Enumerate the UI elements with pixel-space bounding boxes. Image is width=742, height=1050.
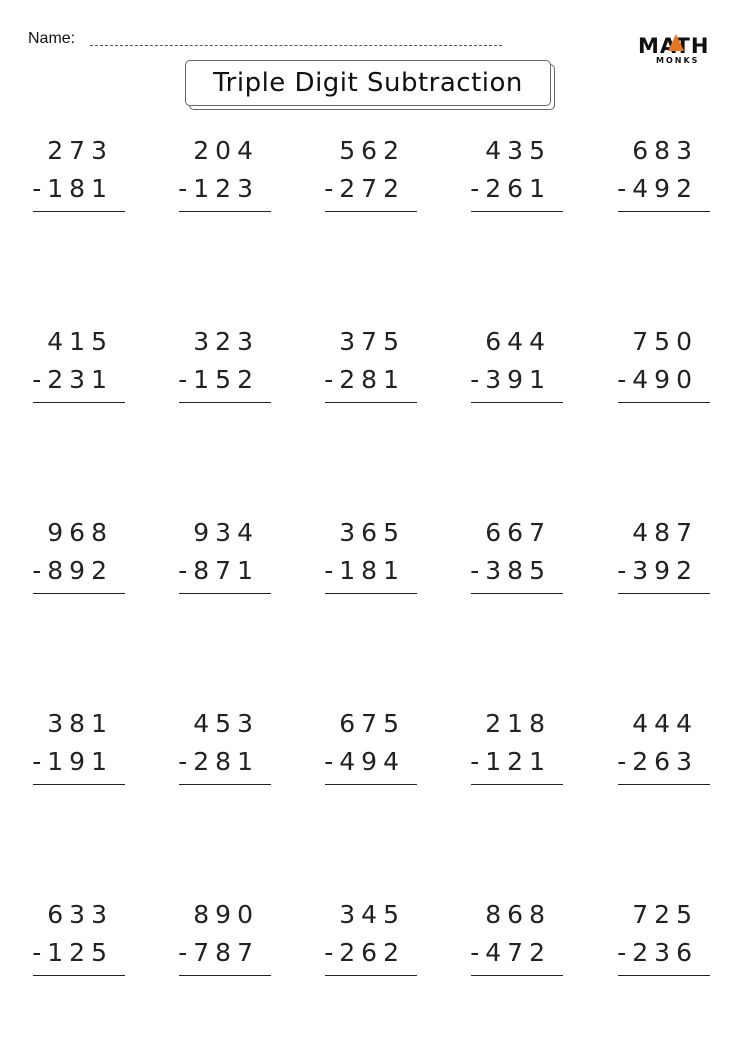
- subtrahend: 231: [47, 365, 113, 394]
- subtrahend-row: [617, 747, 698, 776]
- answer-line[interactable]: [618, 402, 710, 403]
- subtrahend-row: [470, 174, 551, 203]
- subtrahend: 871: [193, 556, 259, 585]
- problem-1-5: [618, 130, 710, 220]
- answer-line[interactable]: [325, 784, 417, 785]
- subtrahend: 472: [485, 938, 551, 967]
- answer-line[interactable]: [325, 975, 417, 976]
- minus-sign: -: [470, 747, 486, 776]
- subtrahend-row: [470, 938, 551, 967]
- problem-5-2: [179, 894, 271, 984]
- problem-3-4: [471, 512, 563, 602]
- subtrahend: 281: [339, 365, 405, 394]
- minuend: 725: [632, 900, 698, 929]
- answer-line[interactable]: [33, 402, 125, 403]
- minuend: 675: [339, 709, 405, 738]
- minus-sign: -: [324, 174, 340, 203]
- answer-line[interactable]: [179, 593, 271, 594]
- problem-3-2: [179, 512, 271, 602]
- minuend: 667: [485, 518, 551, 547]
- subtrahend-row: [470, 365, 551, 394]
- minus-sign: -: [32, 747, 48, 776]
- minus-sign: -: [32, 174, 48, 203]
- minus-sign: -: [32, 938, 48, 967]
- minus-sign: -: [617, 747, 633, 776]
- answer-line[interactable]: [618, 784, 710, 785]
- minuend: 868: [485, 900, 551, 929]
- subtrahend: 494: [339, 747, 405, 776]
- minuend: 375: [339, 327, 405, 356]
- problem-4-5: [618, 703, 710, 793]
- minus-sign: -: [617, 174, 633, 203]
- minuend: 968: [47, 518, 113, 547]
- subtrahend: 152: [193, 365, 259, 394]
- answer-line[interactable]: [33, 784, 125, 785]
- minuend: 633: [47, 900, 113, 929]
- subtrahend: 191: [47, 747, 113, 776]
- answer-line[interactable]: [179, 784, 271, 785]
- answer-line[interactable]: [471, 593, 563, 594]
- minus-sign: -: [178, 365, 194, 394]
- problem-1-2: [179, 130, 271, 220]
- subtrahend: 121: [485, 747, 551, 776]
- minus-sign: -: [178, 174, 194, 203]
- subtrahend-row: [178, 747, 259, 776]
- problem-1-3: [325, 130, 417, 220]
- subtrahend-row: [324, 938, 405, 967]
- minus-sign: -: [470, 174, 486, 203]
- answer-line[interactable]: [618, 593, 710, 594]
- subtrahend-row: [617, 174, 698, 203]
- subtrahend: 262: [339, 938, 405, 967]
- subtrahend: 787: [193, 938, 259, 967]
- subtrahend: 385: [485, 556, 551, 585]
- subtrahend-row: [178, 938, 259, 967]
- subtrahend-row: [324, 747, 405, 776]
- answer-line[interactable]: [179, 211, 271, 212]
- minus-sign: -: [470, 938, 486, 967]
- name-row: [28, 30, 508, 54]
- title-box-front: [185, 60, 551, 106]
- page-title: Triple Digit Subtraction: [213, 68, 523, 98]
- subtrahend-row: [178, 556, 259, 585]
- subtrahend: 281: [193, 747, 259, 776]
- logo-main-text: MATH: [638, 34, 710, 58]
- answer-line[interactable]: [33, 975, 125, 976]
- problem-3-1: [33, 512, 125, 602]
- answer-line[interactable]: [471, 211, 563, 212]
- problem-5-5: [618, 894, 710, 984]
- problem-3-5: [618, 512, 710, 602]
- minus-sign: -: [32, 556, 48, 585]
- minus-sign: -: [324, 556, 340, 585]
- problem-4-2: [179, 703, 271, 793]
- subtrahend: 892: [47, 556, 113, 585]
- problem-2-4: [471, 321, 563, 411]
- subtrahend: 125: [47, 938, 113, 967]
- minuend: 218: [485, 709, 551, 738]
- minus-sign: -: [324, 365, 340, 394]
- subtrahend-row: [470, 556, 551, 585]
- problem-4-1: [33, 703, 125, 793]
- title-box: [185, 60, 557, 110]
- answer-line[interactable]: [471, 975, 563, 976]
- minuend: 644: [485, 327, 551, 356]
- answer-line[interactable]: [325, 593, 417, 594]
- subtrahend-row: [32, 174, 113, 203]
- answer-line[interactable]: [618, 211, 710, 212]
- answer-line[interactable]: [471, 784, 563, 785]
- minuend: 323: [193, 327, 259, 356]
- subtrahend-row: [32, 365, 113, 394]
- minus-sign: -: [470, 556, 486, 585]
- problem-4-4: [471, 703, 563, 793]
- problem-2-1: [33, 321, 125, 411]
- subtrahend: 236: [632, 938, 698, 967]
- minus-sign: -: [178, 556, 194, 585]
- minuend: 415: [47, 327, 113, 356]
- minuend: 890: [193, 900, 259, 929]
- answer-line[interactable]: [179, 975, 271, 976]
- minuend: 204: [193, 136, 259, 165]
- math-monks-logo: [636, 34, 708, 68]
- answer-line[interactable]: [179, 402, 271, 403]
- minus-sign: -: [324, 747, 340, 776]
- subtrahend-row: [617, 556, 698, 585]
- minuend: 562: [339, 136, 405, 165]
- minuend: 750: [632, 327, 698, 356]
- subtrahend-row: [324, 174, 405, 203]
- answer-line[interactable]: [33, 211, 125, 212]
- logo-triangle-icon: [668, 34, 684, 51]
- subtrahend-row: [178, 174, 259, 203]
- subtrahend: 123: [193, 174, 259, 203]
- subtrahend-row: [178, 365, 259, 394]
- minuend: 934: [193, 518, 259, 547]
- minus-sign: -: [617, 556, 633, 585]
- problem-4-3: [325, 703, 417, 793]
- minuend: 435: [485, 136, 551, 165]
- minuend: 487: [632, 518, 698, 547]
- problem-5-1: [33, 894, 125, 984]
- subtrahend: 272: [339, 174, 405, 203]
- subtrahend-row: [32, 556, 113, 585]
- answer-line[interactable]: [618, 975, 710, 976]
- answer-line[interactable]: [325, 211, 417, 212]
- name-label: Name:: [28, 30, 76, 47]
- subtrahend-row: [324, 556, 405, 585]
- subtrahend-row: [32, 747, 113, 776]
- minuend: 365: [339, 518, 405, 547]
- answer-line[interactable]: [325, 402, 417, 403]
- subtrahend: 181: [47, 174, 113, 203]
- minus-sign: -: [178, 747, 194, 776]
- minuend: 444: [632, 709, 698, 738]
- subtrahend: 391: [485, 365, 551, 394]
- problem-5-4: [471, 894, 563, 984]
- problem-2-5: [618, 321, 710, 411]
- logo-sub-text: MONKS: [656, 56, 700, 65]
- name-input-line[interactable]: [90, 45, 502, 46]
- subtrahend-row: [617, 365, 698, 394]
- problem-2-3: [325, 321, 417, 411]
- problem-1-1: [33, 130, 125, 220]
- minuend: 381: [47, 709, 113, 738]
- minus-sign: -: [470, 365, 486, 394]
- subtrahend-row: [617, 938, 698, 967]
- subtrahend: 492: [632, 174, 698, 203]
- answer-line[interactable]: [33, 593, 125, 594]
- minuend: 345: [339, 900, 405, 929]
- minus-sign: -: [617, 365, 633, 394]
- minuend: 453: [193, 709, 259, 738]
- subtrahend-row: [32, 938, 113, 967]
- subtrahend: 181: [339, 556, 405, 585]
- problem-2-2: [179, 321, 271, 411]
- minus-sign: -: [617, 938, 633, 967]
- problem-1-4: [471, 130, 563, 220]
- minus-sign: -: [178, 938, 194, 967]
- subtrahend: 490: [632, 365, 698, 394]
- subtrahend: 263: [632, 747, 698, 776]
- subtrahend: 261: [485, 174, 551, 203]
- answer-line[interactable]: [471, 402, 563, 403]
- minus-sign: -: [32, 365, 48, 394]
- subtrahend-row: [324, 365, 405, 394]
- minuend: 273: [47, 136, 113, 165]
- minuend: 683: [632, 136, 698, 165]
- problem-3-3: [325, 512, 417, 602]
- problem-5-3: [325, 894, 417, 984]
- minus-sign: -: [324, 938, 340, 967]
- subtrahend: 392: [632, 556, 698, 585]
- subtrahend-row: [470, 747, 551, 776]
